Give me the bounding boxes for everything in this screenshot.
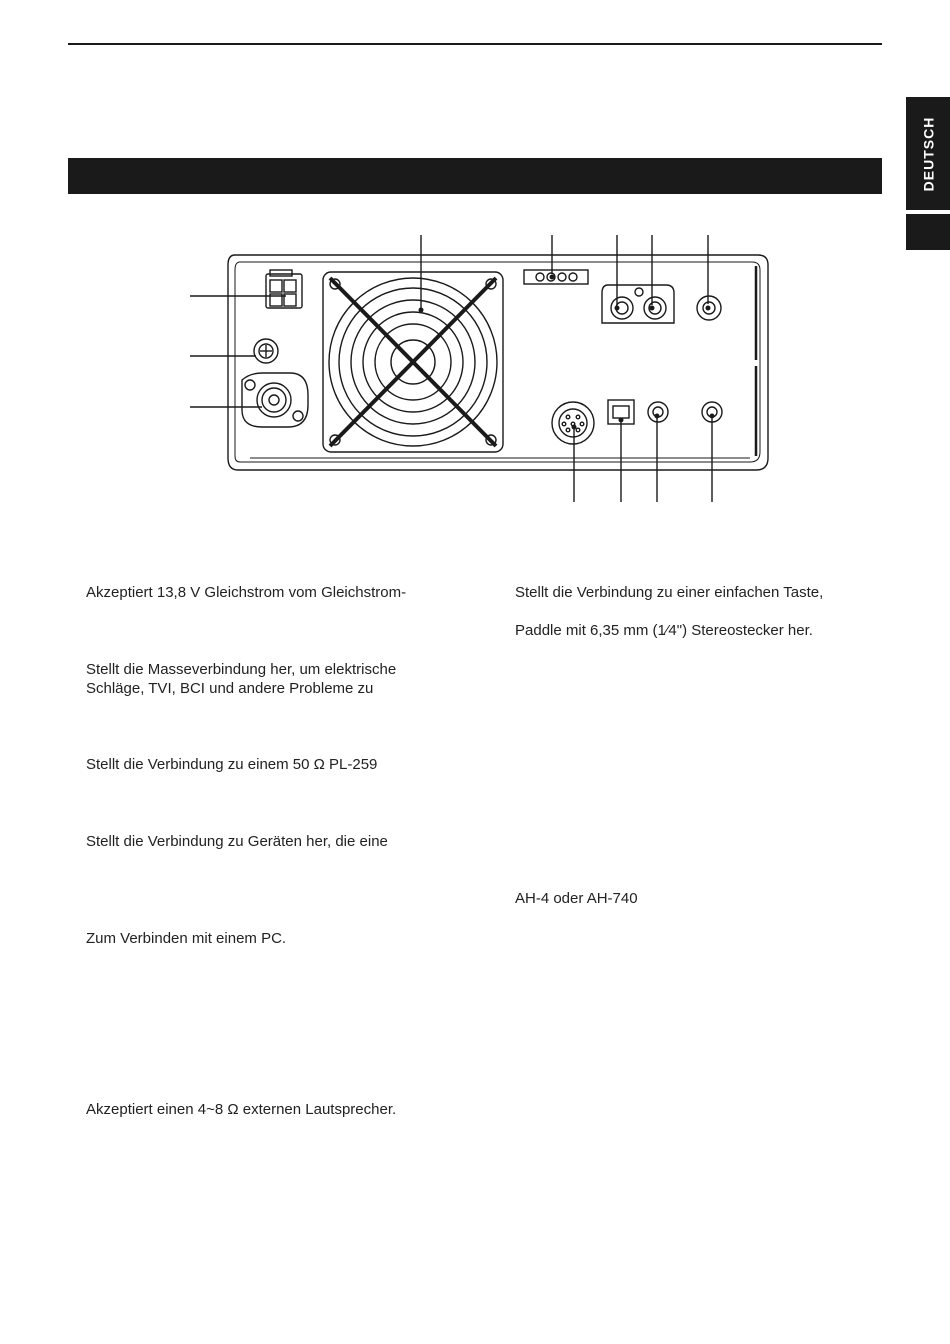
rca-jack-pair (602, 285, 674, 323)
section-header-bar (68, 158, 882, 194)
usb-description: Zum Verbinden mit einem PC. (86, 930, 287, 947)
language-tab (906, 97, 950, 210)
ext-speaker-description: Akzeptiert einen 4~8 Ω externen Lautsprecher. (86, 1101, 397, 1118)
dc-power-description: Akzeptiert 13,8 V Gleichstrom vom Gleichstrom- (86, 584, 407, 601)
switch-strip (524, 270, 588, 284)
language-tab-label: DEUTSCH (920, 116, 937, 191)
cooling-fan (323, 272, 503, 452)
dc-power-socket (266, 270, 302, 308)
ground-description-line1: Stellt die Masseverbindung her, um elektrische (86, 661, 397, 678)
key-description-line1: Stellt die Verbindung zu einer einfachen Taste, (515, 584, 824, 601)
acc-din-socket (552, 402, 594, 444)
phone-jack-1 (648, 402, 668, 422)
acc-description: Stellt die Verbindung zu Geräten her, die eine (86, 833, 388, 850)
chassis-outline (228, 255, 768, 470)
ground-description-line2: Schläge, TVI, BCI und andere Probleme zu (86, 680, 374, 697)
top-rule (68, 43, 882, 45)
rear-panel-diagram (190, 230, 790, 510)
antenna-description: Stellt die Verbindung zu einem 50 Ω PL-259 (86, 756, 378, 773)
tuner-description: AH-4 oder AH-740 (515, 890, 638, 907)
key-description-line2: Paddle mit 6,35 mm (1⁄4") Stereostecker her. (515, 622, 813, 639)
antenna-connector (242, 373, 308, 427)
ground-terminal (254, 339, 278, 363)
side-tab-block (906, 214, 950, 250)
